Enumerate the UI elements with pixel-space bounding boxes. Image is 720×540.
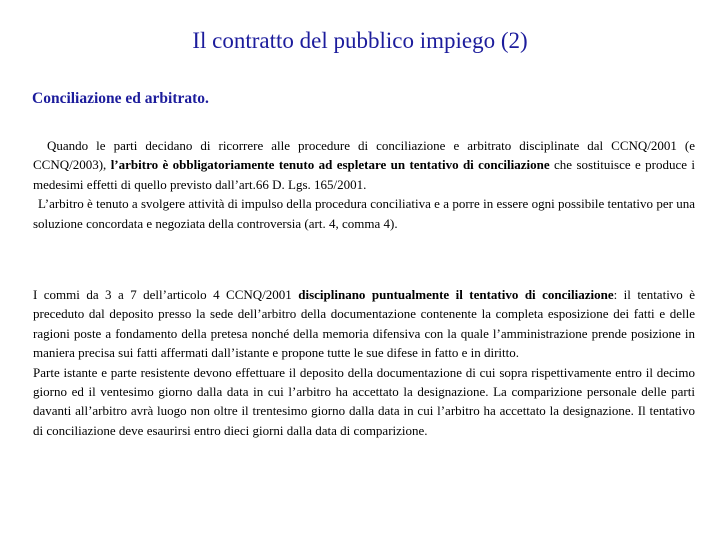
paragraph-deadlines: Parte istante e parte resistente devono effettuare il deposito della documentazione di cui sopra rispettivamente entro il decimo giorno ed il ventesimo giorno dalla data in cui l’arbitro ha accettato la designazione. La comparizione personale delle parti davanti all’arbitro avrà luogo non oltre il trentesimo giorno dalla data in cui l’arbitro ha accettato la designazione. Il tentativo di conciliazione deve esaurirsi entro dieci giorni dalla data di comparizione.: [33, 364, 695, 438]
paragraph-conciliation-intro: [33, 136, 695, 194]
paragraph-arbitrator-duty: L’arbitro è tenuto a svolgere attività di impulso della procedura conciliativa e a porre in essere ogni possibile tentativo per una soluzione concordata e negoziata della controversia (art. 4, comma 4).: [33, 196, 695, 231]
text-span: Quando le parti decidano di ricorrere alle procedure di conciliazione e arbitrato disciplinate dal CCNQ/2001 (e CCNQ/2003),: [33, 138, 695, 173]
paragraph-block-1: [33, 136, 695, 233]
paragraph-commi-description: [33, 285, 695, 363]
text-span: I commi da 3 a 7 dell’articolo 4 CCNQ/2001: [33, 287, 299, 302]
bold-text-span: l’arbitro è obbligatoriamente tenuto ad espletare un tentativo di conciliazione: [110, 157, 550, 173]
bold-text-span: disciplinano puntualmente il tentativo di conciliazione: [298, 287, 614, 302]
slide-title: Il contratto del pubblico impiego (2): [192, 28, 528, 53]
text-span: che sostituisce e produce i medesimi effetti di quello previsto dall’art.66 D. Lgs. 165/2001.: [33, 157, 695, 192]
paragraph-block-2: [33, 285, 695, 440]
section-subtitle: Conciliazione ed arbitrato.: [32, 90, 209, 107]
text-span: : il tentativo è preceduto dal deposito presso la sede dell’arbitro della documentazione contenente la completa esposizione dei fatti e delle ragioni poste a fondamento della pretesa nonché della memoria difensiva con la quale l’amministrazione prende posizione in maniera precisa sui fatti affermati dall’istante e propone tutte le sue difese in fatto e in diritto.: [33, 287, 696, 361]
